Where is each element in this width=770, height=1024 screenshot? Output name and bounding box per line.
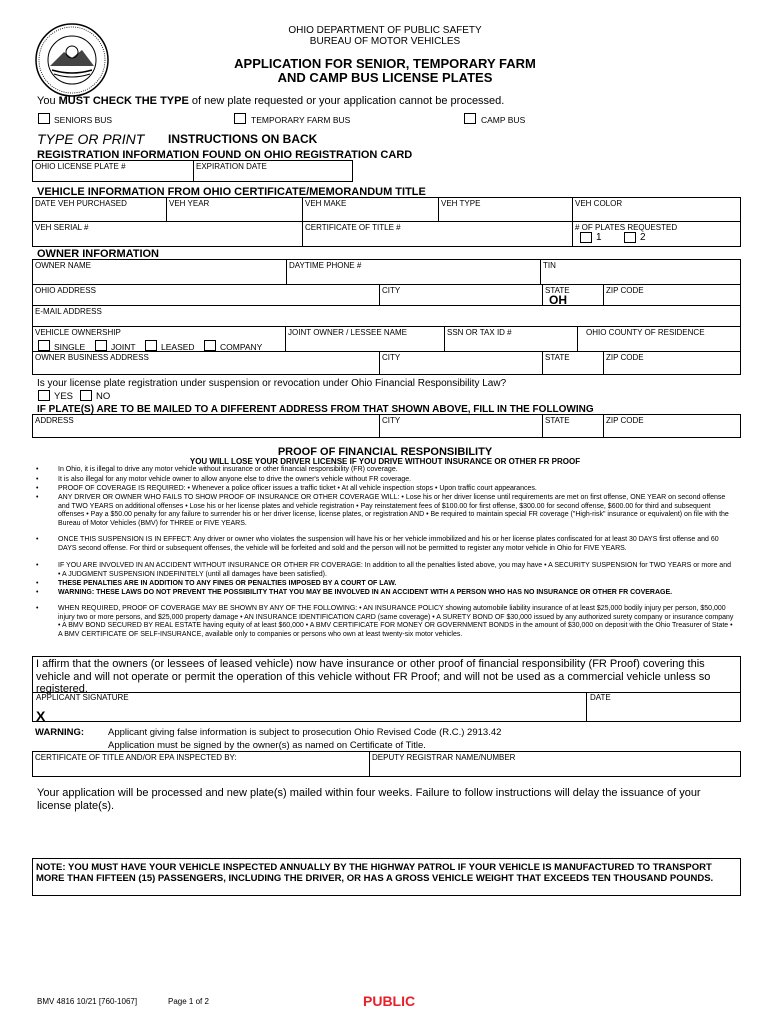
suspension-yes-checkbox[interactable] (38, 390, 50, 401)
veh-year-field[interactable] (166, 197, 303, 222)
bullet-marker: • (36, 605, 39, 612)
email-label: E-MAIL ADDRESS (35, 307, 102, 316)
daytime-phone-field[interactable] (286, 259, 541, 285)
check-type-instruction (37, 95, 504, 107)
proof-bullet-6: IF YOU ARE INVOLVED IN AN ACCIDENT WITHOUT INSURANCE OR OTHER FR COVERAGE: In addition to all the penalties listed above, you may have • A SECURITY SUSPENSION for TWO YEARS or more and • A JUDGMENT SUSPENSION INDEFINITELY (until all damages have been satisfied). (58, 562, 731, 578)
owner-name-label: OWNER NAME (35, 261, 91, 270)
date-label: DATE (590, 693, 611, 702)
ohio-license-plate-field[interactable] (32, 160, 194, 182)
ohio-license-plate-label: OHIO LICENSE PLATE # (35, 162, 126, 171)
bullet-marker: • (36, 562, 39, 569)
plates-requested-label: # OF PLATES REQUESTED (575, 223, 678, 232)
veh-serial-field[interactable] (32, 221, 303, 247)
signature-x[interactable]: X (36, 708, 46, 724)
instructions-on-back: INSTRUCTIONS ON BACK (168, 132, 318, 146)
camp-bus-label: CAMP BUS (481, 115, 526, 125)
deputy-registrar-field[interactable] (369, 751, 741, 777)
ownership-leased-checkbox[interactable] (145, 340, 157, 351)
owner-city-label: CITY (382, 286, 401, 295)
plates-one-label: 1 (596, 232, 602, 243)
suspension-question: Is your license plate registration under suspension or revocation under Ohio Financial Responsibility Law? (37, 378, 507, 389)
form-title-line1: APPLICATION FOR SENIOR, TEMPORARY FARM (234, 56, 536, 71)
public-label: PUBLIC (363, 993, 416, 1009)
ssn-tax-id-field[interactable] (444, 326, 578, 352)
business-zip-field[interactable] (603, 351, 741, 375)
vehicle-heading: VEHICLE INFORMATION FROM OHIO CERTIFICATE/MEMORANDUM TITLE (37, 186, 426, 198)
warning-line1: Applicant giving false information is subject to prosecution Ohio Revised Code (R.C.) 2913.42 (108, 727, 502, 738)
applicant-signature-label: APPLICANT SIGNATURE (36, 693, 129, 702)
warning-label: WARNING: (35, 727, 85, 738)
business-address-label: OWNER BUSINESS ADDRESS (35, 353, 149, 362)
expiration-date-field[interactable] (193, 160, 353, 182)
ohio-seal-icon (34, 22, 110, 98)
date-purchased-field[interactable] (32, 197, 167, 222)
county-residence-field[interactable] (577, 326, 741, 352)
ownership-joint-checkbox[interactable] (95, 340, 107, 351)
veh-serial-label: VEH SERIAL # (35, 223, 89, 232)
mail-state-field[interactable] (542, 414, 604, 438)
business-zip-label: ZIP CODE (606, 353, 644, 362)
registration-heading: REGISTRATION INFORMATION FOUND ON OHIO REGISTRATION CARD (37, 149, 413, 161)
bureau-name: BUREAU OF MOTOR VEHICLES (309, 36, 461, 47)
suspension-no-checkbox[interactable] (80, 390, 92, 401)
mail-address-field[interactable] (32, 414, 380, 438)
business-city-label: CITY (382, 353, 401, 362)
veh-make-field[interactable] (302, 197, 439, 222)
owner-city-field[interactable] (379, 284, 543, 306)
ownership-leased-label: LEASED (161, 342, 195, 352)
email-field[interactable] (32, 305, 741, 327)
joint-owner-field[interactable] (285, 326, 445, 352)
processing-notice: Your application will be processed and new plate(s) mailed within four weeks. Failure to follow instructions will delay the issuance of your license plate(s). (37, 787, 701, 812)
veh-type-label: VEH TYPE (441, 199, 481, 208)
date-purchased-label: DATE VEH PURCHASED (35, 199, 127, 208)
proof-subheading: YOU WILL LOSE YOUR DRIVER LICENSE IF YOU DRIVE WITHOUT INSURANCE OR OTHER FR PROOF (189, 457, 581, 466)
proof-bullet-4: ANY DRIVER OR OWNER WHO FAILS TO SHOW PROOF OF INSURANCE OR OTHER COVERAGE WILL: • Lose his or her driver license until requirements are met on first offense, ONE YEAR on second offense and TWO YEARS on additional offenses • Lose his or her license plates and vehicle registration • Pay reinstatement fees of $100.00 for first offense, $300.00 for second offense, $600.00 for third and subsequent offenses • Pay a $50.00 penalty for any failure to surrender his or her driver license, license plates, or registration AND • Be required to maintain special FR coverage ("High-risk" insurance or equivalent) on file with the Bureau of Motor Vehicles (BMV) for THREE or FIVE YEARS. (58, 494, 729, 527)
expiration-date-label: EXPIRATION DATE (196, 162, 267, 171)
bullet-marker: • (36, 580, 39, 587)
owner-zip-field[interactable] (603, 284, 741, 306)
certificate-title-field[interactable] (302, 221, 573, 247)
mail-city-label: CITY (382, 416, 401, 425)
owner-state-value: OH (549, 293, 567, 307)
proof-bullet-8: WARNING: THESE LAWS DO NOT PREVENT THE POSSIBILITY THAT YOU MAY BE INVOLVED IN AN ACCIDENT WITH A PERSON WHO HAS NO INSURANCE OR OTHER FR COVERAGE. (58, 589, 673, 596)
tin-label: TIN (543, 261, 556, 270)
ownership-single-label: SINGLE (54, 342, 86, 352)
temporary-farm-bus-label: TEMPORARY FARM BUS (251, 115, 351, 125)
owner-state-field (542, 284, 604, 306)
proof-bullet-9: WHEN REQUIRED, PROOF OF COVERAGE MAY BE SHOWN BY ANY OF THE FOLLOWING: • AN INSURANCE POLICY showing automobile liability insurance of at least $25,000 bodily injury per person, $50,000 injury two or more persons, and $25,000 property damage • AN INSURANCE IDENTIFICATION CARD (same coverage) • A SURETY BOND OF $30,000 issued by any authorized surety company or insurance company • A BMV BOND SECURED BY REAL ESTATE having equity of at least $60,000 • A BMV CERTIFICATE FOR MONEY OR GOVERNMENT BONDS in the amount of $30,000 on deposit with the Ohio Treasurer of State • A BMV CERTIFICATE OF SELF-INSURANCE, available only to companies or persons who own at least twenty-six motor vehicles. (58, 605, 734, 638)
note-text: NOTE: YOU MUST HAVE YOUR VEHICLE INSPECTED ANNUALLY BY THE HIGHWAY PATROL IF YOUR VEHICLE IS MANUFACTURED TO TRANSPORT MORE THAN FIFTEEN (15) PASSENGERS, INCLUDING THE DRIVER, OR HAS A GROSS VEHICLE WEIGHT THAT EXCEEDS TEN THOUSAND POUNDS. (36, 862, 714, 884)
ohio-address-label: OHIO ADDRESS (35, 286, 96, 295)
proof-bullet-2: It is also illegal for any motor vehicle owner to allow anyone else to drive the owner's vehicle without FR coverage. (58, 476, 412, 483)
camp-bus-checkbox[interactable] (464, 113, 476, 124)
proof-bullet-5: ONCE THIS SUSPENSION IS IN EFFECT: Any driver or owner who violates the suspension will have his or her vehicle immobilized and his or her license plates confiscated for at least 30 DAYS first offense and 60 DAYS second offense. For third or subsequent offenses, the vehicle will be forfeited and sold and the person will not be permitted to register any motor vehicle in Ohio for FIVE YEARS. (58, 536, 719, 552)
ohio-address-field[interactable] (32, 284, 380, 306)
veh-type-field[interactable] (438, 197, 573, 222)
mail-state-label: STATE (545, 416, 570, 425)
business-city-field[interactable] (379, 351, 543, 375)
mail-address-label: ADDRESS (35, 416, 74, 425)
seniors-bus-label: SENIORS BUS (54, 115, 113, 125)
suspension-yes-label: YES (54, 391, 74, 402)
mail-zip-label: ZIP CODE (606, 416, 644, 425)
daytime-phone-label: DAYTIME PHONE # (289, 261, 362, 270)
mail-city-field[interactable] (379, 414, 543, 438)
proof-bullet-3: PROOF OF COVERAGE IS REQUIRED: • Whenever a police officer issues a traffic ticket • At all vehicle inspection stops • Upon traffic court appearances. (58, 485, 537, 492)
inspected-by-field[interactable] (32, 751, 370, 777)
proof-bullet-7: THESE PENALTIES ARE IN ADDITION TO ANY FINES OR PENALTIES IMPOSED BY A COURT OF LAW. (58, 580, 397, 587)
plates-two-checkbox[interactable] (624, 232, 636, 243)
type-or-print: TYPE OR PRINT (37, 131, 145, 147)
veh-year-label: VEH YEAR (169, 199, 210, 208)
instruction-post: of new plate requested or your application cannot be processed. (188, 95, 505, 107)
affirmation-text: I affirm that the owners (or lessees of leased vehicle) now have insurance or other proof of financial responsibility (FR Proof) covering this vehicle and will not operate or permit the operation of this vehicle without FR Proof; and will not be used as a commercial vehicle unless so registered. (36, 658, 711, 695)
bullet-marker: • (36, 589, 39, 596)
ssn-tax-id-label: SSN OR TAX ID # (447, 328, 512, 337)
form-title-line2: AND CAMP BUS LICENSE PLATES (277, 70, 493, 85)
owner-heading: OWNER INFORMATION (37, 248, 160, 260)
veh-make-label: VEH MAKE (305, 199, 347, 208)
seniors-bus-checkbox[interactable] (38, 113, 50, 124)
bullet-marker: • (36, 485, 39, 492)
signature-divider (32, 692, 741, 693)
bullet-marker: • (36, 476, 39, 483)
date-divider (586, 692, 587, 722)
warning-line2: Application must be signed by the owner(s) as named on Certificate of Title. (108, 740, 426, 751)
county-residence-label: OHIO COUNTY OF RESIDENCE (586, 328, 705, 337)
proof-heading: PROOF OF FINANCIAL RESPONSIBILITY (277, 446, 493, 458)
joint-owner-label: JOINT OWNER / LESSEE NAME (288, 328, 407, 337)
instruction-strong: MUST CHECK THE TYPE (58, 95, 189, 107)
ownership-single-checkbox[interactable] (38, 340, 50, 351)
mail-heading: IF PLATE(S) ARE TO BE MAILED TO A DIFFERENT ADDRESS FROM THAT SHOWN ABOVE, FILL IN THE FOLLOWING (37, 404, 594, 415)
business-address-field[interactable] (32, 351, 380, 375)
suspension-no-label: NO (96, 391, 111, 402)
business-state-label: STATE (545, 353, 570, 362)
instruction-pre: You (37, 95, 59, 107)
bullet-marker: • (36, 466, 39, 473)
inspected-by-label: CERTIFICATE OF TITLE AND/OR EPA INSPECTED BY: (35, 753, 237, 762)
plates-two-label: 2 (640, 232, 646, 243)
veh-color-label: VEH COLOR (575, 199, 623, 208)
plates-one-checkbox[interactable] (580, 232, 592, 243)
owner-state-label: STATE (545, 286, 570, 295)
vehicle-ownership-label: VEHICLE OWNERSHIP (35, 328, 121, 337)
deputy-registrar-label: DEPUTY REGISTRAR NAME/NUMBER (372, 753, 516, 762)
temporary-farm-bus-checkbox[interactable] (234, 113, 246, 124)
form-number: BMV 4816 10/21 [760-1067] (37, 997, 138, 1006)
ownership-company-label: COMPANY (220, 342, 263, 352)
proof-bullet-1: In Ohio, it is illegal to drive any motor vehicle without insurance or other financial responsibility (FR) coverage. (58, 466, 398, 473)
tin-field[interactable] (540, 259, 741, 285)
business-state-field[interactable] (542, 351, 604, 375)
owner-zip-label: ZIP CODE (606, 286, 644, 295)
veh-color-field[interactable] (572, 197, 741, 222)
mail-zip-field[interactable] (603, 414, 741, 438)
certificate-title-label: CERTIFICATE OF TITLE # (305, 223, 401, 232)
owner-name-field[interactable] (32, 259, 287, 285)
dept-name: OHIO DEPARTMENT OF PUBLIC SAFETY (288, 25, 482, 36)
bullet-marker: • (36, 536, 39, 543)
bullet-marker: • (36, 494, 39, 501)
ownership-company-checkbox[interactable] (204, 340, 216, 351)
page-number: Page 1 of 2 (168, 997, 209, 1006)
ownership-joint-label: JOINT (111, 342, 136, 352)
